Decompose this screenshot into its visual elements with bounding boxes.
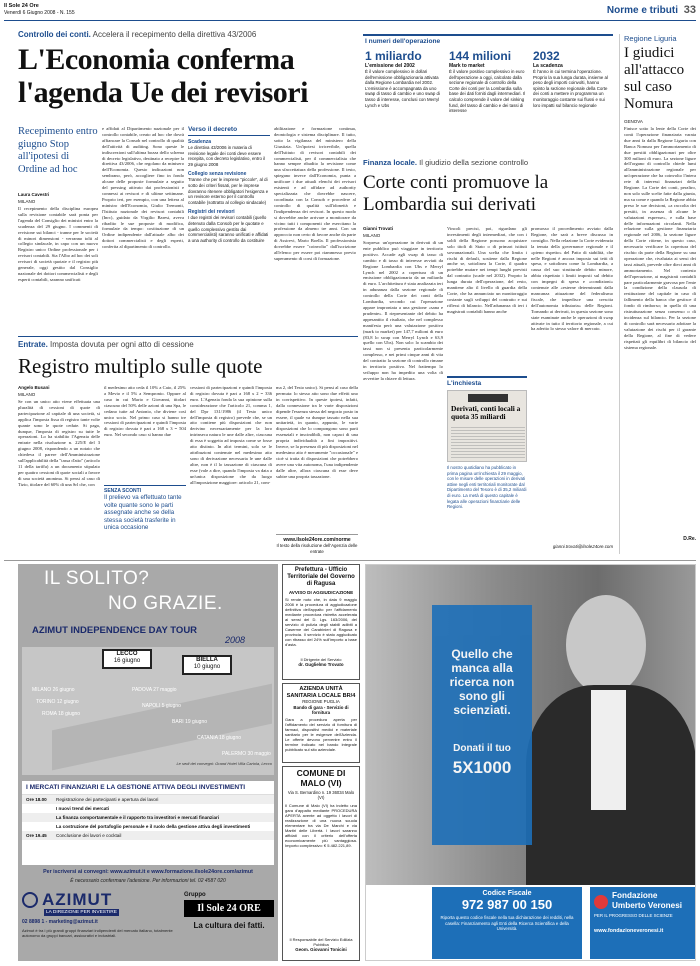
city-name: NAPOLI xyxy=(142,703,161,709)
number-item xyxy=(365,50,443,152)
azimut-grazie: NO GRAZIE. xyxy=(108,593,223,614)
main-byline: Laura Cavestri xyxy=(18,192,50,197)
city-sign-name: BIELLA xyxy=(196,657,218,663)
decree-item xyxy=(188,209,270,243)
entrate-link-box xyxy=(276,534,358,554)
prefettura-signer: dr. Guglielmo Trovato xyxy=(298,662,344,667)
finanza-title: Corte conti promuove la Lombardia sui derivati xyxy=(363,172,549,215)
agenda-time xyxy=(22,813,56,822)
azimut-tour-map xyxy=(22,647,274,775)
paper-name: Il Sole 24 Ore xyxy=(4,3,39,9)
agenda-text: La costruzione del portafoglio personale e il ruolo della gestione attiva degli investimenti xyxy=(56,824,251,829)
veronesi-cf: 972 987 00 150 xyxy=(461,897,553,912)
main-title: L'Economia conferma l'agenda Ue dei revisori xyxy=(18,43,308,109)
decree-item-head: Registri dei revisori xyxy=(188,209,235,216)
comune-signer: Geom. Giovanni Tonicini xyxy=(295,947,347,952)
city-name: CATANIA xyxy=(197,735,218,741)
veronesi-cf-label: Codice Fiscale xyxy=(482,890,532,897)
city-date: 18 giugno xyxy=(58,711,81,717)
decree-box xyxy=(188,126,270,332)
map-city-label xyxy=(222,751,271,757)
gruppo-label: Gruppo xyxy=(184,892,206,898)
inchiesta-box xyxy=(447,376,527,510)
azienda-subtitle: Bando di gara - Servizio di fornitura xyxy=(293,705,349,716)
entrate-col3-text: cessioni di partecipazioni e quindi l'imposta di registro dovuta è pari a 168 x 2 = 336 euro. L'Agenzia fonda la sua opinione sulla considerazione che l'articolo 21, comma 1, del Dpr 131/1986 (il Testo unico dell'imposta di registro) prevede che, se un atto contiene più disposizioni che non derivino necessariamente per la loro intrinseca natura le une dalle altre, ciascuna di essa è soggetta ad imposta come se fosse atto distinto. In altri termini, solo se le attribuzioni contenute nel medesimo atto sono di derivazione necessaria le une dalle altre, non è il lo tassazione di ciascuna di esse (vale a dire, quando l'imposta va data a un'unica disposizione che da luogo all'imposizione maggiore: articolo 21, com- xyxy=(190,385,272,485)
liguria-city: GENOVA xyxy=(624,119,643,124)
main-col1-text: Il recepimento della disciplina europea sulla revisione contabile sarà ponta per l'agenda del Consiglio dei ministri entro la scadenza del 29 giugno. I commenti di revisione sui bilanci - tranne per le società di minori dimensioni - verranno tolti al collegio sindacale, in capo con un nuovo Registro unico Ordine professionale per i revisori contabili. Sia l'Albo ad hoc dei soli revisori di società quotate e il registro più generale, oggi gestito dal Consiglio nazionale dei dottori commercialisti e degli esperti contabili, saranno unificati xyxy=(18,206,98,282)
prefettura-notice xyxy=(282,564,360,680)
agenda-text: Registrazione dei partecipanti e apertura dei lavori xyxy=(56,797,159,802)
prefettura-subtitle: AVVISO DI AGGIUDICAZIONE xyxy=(288,590,354,595)
number-label: L'emissione del 2002 xyxy=(365,63,415,69)
azimut-tour-title: AZIMUT INDEPENDENCE DAY TOUR xyxy=(32,625,198,636)
city-date: 30 maggio xyxy=(247,751,271,757)
inchiesta-clipping xyxy=(447,390,527,462)
veronesi-cf-note: Riporta questo codice fiscale nella tua dichiarazione dei redditi, nella casella: Finanziamento agli Enti della Ricerca Scientifica e della Università. xyxy=(440,915,574,932)
azimut-ad xyxy=(18,564,278,961)
decree-item xyxy=(188,171,270,205)
finanza-city: MILANO xyxy=(363,233,381,238)
number-label: La scadenza xyxy=(533,63,563,69)
number-text: È il valore complessivo in dollari dell'emissione obbligazionaria attivata dalla Regione Lombardia nel 2002. L'emissione è accompagnata da uno swap di tasso di cambio e uno swap di tasso di interesse, conclusi con Merryl Lynch e Ubs xyxy=(365,69,440,108)
comune-sign: Il Responsabile del Servizio Edilizia Pubblica xyxy=(289,937,353,947)
number-item xyxy=(449,50,527,152)
veronesi-amount: 5X1000 xyxy=(452,758,512,777)
liguria-kicker: Regione Liguria xyxy=(624,34,677,43)
veronesi-site[interactable]: www.fondazioneveronesi.it xyxy=(594,928,664,935)
page-number: 33 xyxy=(683,4,696,16)
entrate-col2-text: il medesimo atto ceda il 10% a Caio, il 25% a Mevio e il 5% a Sempronio. Oppure al caso in cui Mario e Giovanni, titolari ciascuno del 50% delle azioni di una Spa, le cedano tutte ad Antonio, che diviene così unico socio. Nel primo caso si hanno tre cessioni di partecipazioni e quindi l'imposta di registro dovuta è pari a 168 x 3 = 504 euro. Nel secondo caso si hanno due xyxy=(104,385,186,438)
city-name: BARI xyxy=(172,719,184,725)
azimut-solito: IL SOLITO? xyxy=(44,568,150,589)
masthead-rule xyxy=(4,20,696,21)
finanza-col1-text: Sorpresa: un'operazione in derivati di un ente pubblico può viaggiare in territorio positivo. Accade agli swap di tasso di cambio e di tasso di interesse avviati da Regione Lombardia con Ubs e Merryl Lynch nel 2002 a copertura di un emissione obbligazionaria da un miliardo di euro. L'architettura è stata analizzata ieri in adunanza dalla sezione regionale di controllo della Corte dei conti della Lombardia, secondo cui l'operazione appare improntata a una gestione «sana e prudente». Il riepresentante del debito ha appesantito il risultato, che nel complesso manifesta però una valutazione positiva (mark to market) per 147,7 milioni di euro (83,8 lo swap con Merryl Lynch e 63,9 quello con Ubs). Non solo: lo scambio dei tassi non si presenta particolarmente complesso, e nei primi cinque anni di vita del contratto la sezione di controllo rimane in territorio positivo. Nel frattempo lo sviluppo non ha impedito una volta di avvertire la chiave di lettura. xyxy=(363,240,443,381)
finanza-col3-text: promosso il procedimento avviato dalla Regione, che sarà a breve discusso in consiglio. Nella relazione la Corte evidenzia la tenuta della governance regionale e il «pieno rispetto» del Patto di stabilità, che nelle Regioni è ancora imposto sui tetti di spesa, e sottolinea come la Lombardia, a causa del suo strutturale debito minore, abbia rispettato i limiti imposti sul debito con impegni di spesa e «condizioni» contenute alle «esterne determinanti dalla mancanza attuazione del federalismo fiscale, che impedisce una crescita dell'autonomia tributaria» delle Regioni. Tornando ai derivati, in questa sezione sono state esaminate anche le operazioni di swap attivate in tutto il territorio regionale, a cui ha aderito lo stesso valore di mercato. xyxy=(531,226,613,332)
issue-date: Venerdì 6 Giugno 2008 - N. 155 xyxy=(4,10,75,16)
azimut-tour-year: 2008 xyxy=(225,635,246,645)
azimut-info-title: I MERCATI FINANZIARI E LA GESTIONE ATTIVA DEGLI INVESTIMENTI xyxy=(26,784,246,791)
map-city-label xyxy=(142,703,181,709)
prefettura-title: Prefettura - Ufficio Territoriale del Governo di Ragusa xyxy=(287,567,355,587)
azienda-city: REGIONE PUGLIA xyxy=(302,699,340,705)
map-city-label xyxy=(36,699,79,705)
number-label: Mark to market xyxy=(449,63,485,69)
portrait-shirt-icon xyxy=(591,690,626,810)
finanza-kicker-rest: Il giudizio della sezione controllo xyxy=(419,158,529,167)
agenda-text: I nuovi trend dei mercati xyxy=(56,806,110,811)
number-value: 2032 xyxy=(533,50,560,63)
azienda-text: Gara a procedura aperta per l'affidamento del servizio di fornitura di farmaci, dispositivi medici e materiale sanitario per le esigenze dell'Azienda. Le offerte devono pervenire entro il termine indicato nel bando integrale pubblicato sul sito aziendale. xyxy=(285,717,357,753)
number-text: È l'anno in cui termina l'operazione. Proprio la sua lunga durata, insieme al peso degli importi coinvolti, hanno spinto la sezione regionale della Corte dei conti a mettere in programma un monitoraggio costante sui flussi e sui loro impatti sul bilancio regionale xyxy=(533,69,608,108)
veronesi-logo-icon xyxy=(594,895,608,909)
agenda-row xyxy=(22,804,274,813)
city-sign-date: 10 giugno xyxy=(193,664,221,670)
entrate-city: MILANO xyxy=(18,392,36,397)
entrate-byline: Angelo Busani xyxy=(18,385,50,390)
entrate-kicker-rest: Imposta dovuta per ogni atto di cessione xyxy=(50,340,194,349)
finanza-col3 xyxy=(531,226,613,556)
section-name: Norme e tributi xyxy=(606,5,678,16)
agenda-time: Ore 19.45 xyxy=(26,833,47,838)
location-note: Le sedi dei convegni: Grand Hotel Villa Cariola, Lecco xyxy=(176,761,272,766)
azimut-disclaimer: Azimut è tra i più grandi gruppi finanziari indipendenti del mercato italiano, totalmente autonomo da gruppi bancari, assicurativi e industriali. xyxy=(22,928,173,938)
decree-item-text: Tranne che per le imprese "piccole", al di sotto dei criteri fissati, per le imprese dovranno ritenere obbligatori l'esigenza e un revisore esterno per il controllo contabile (sottratto al collegio sindacale) xyxy=(188,177,269,205)
azimut-logo-icon xyxy=(22,892,38,908)
azienda-notice xyxy=(282,683,360,763)
inchiesta-caption: Il nostro quotidiano ha pubblicato in prima pagina un'inchiesta il 29 maggio, con le misure delle operazioni in derivati attive negli enti territoriali monitorate dal Dipartimento del Tesoro è di 35,2 miliardi di euro. La metà di questo capitale è legata alle operazioni finanziarie delle Regioni. xyxy=(447,465,527,510)
entrate-col4 xyxy=(276,385,358,555)
clipping-lines xyxy=(451,427,525,460)
main-kicker xyxy=(18,30,348,42)
city-date: 26 giugno xyxy=(52,687,75,693)
map-city-label xyxy=(172,719,207,725)
azimut-logo: AZIMUT xyxy=(42,890,113,909)
prefettura-sign: Il Dirigente del Servizio xyxy=(300,657,342,662)
veronesi-message-box xyxy=(432,605,532,845)
entrate-col2 xyxy=(104,385,186,555)
agenda-row xyxy=(22,794,274,804)
number-value: 144 milioni xyxy=(449,50,512,63)
entrate-kicker xyxy=(18,340,358,352)
city-sign-name: LECCO xyxy=(116,651,138,657)
entrate-kicker-label: Entrate. xyxy=(18,340,48,349)
gruppo-logo: Il Sole 24 ORE xyxy=(184,900,274,917)
azimut-iscriversi: Per iscriversi ai convegni: www.azimut.it e www.formazione.ilsole24ore.com/azimut xyxy=(43,869,253,875)
city-date: 12 giugno xyxy=(56,699,79,705)
comune-text: Il Comune di Malo (VI) ha indetto una gara d'appalto mediante PROCEDURA APERTA avente ad oggetto i lavori di realizzazione di una nuova scuola elementare tra via De Marchi e via Martiri delle Libertà. I lavori saranno affidati con il criterio dell'offerta economicamente più vantaggiosa. Importo complessivo: € 5.482.221,89. xyxy=(285,803,357,848)
ads-rule xyxy=(4,560,696,561)
azimut-logo-sub: LA DIREZIONE PER INVESTIRE xyxy=(46,910,117,915)
veronesi-logo: Fondazione Umberto Veronesi xyxy=(612,891,683,910)
main-kicker-label: Controllo dei conti. xyxy=(18,30,91,39)
main-city: MILANO xyxy=(18,199,36,204)
agenda-row xyxy=(22,813,274,822)
number-value: 1 miliardo xyxy=(365,50,422,63)
comune-notice xyxy=(282,766,360,961)
gruppo-box xyxy=(184,892,274,958)
liguria-text: Finisce sotto la lente della Corte dei conti l'operazione finanziaria varata due anni fa dalla Regione Liguria con Banca Nomura per l'ammortamento di due prestiti obbligazionari per oltre 300 milioni di euro. La sezione ligure dell'organo di controllo chiede lumi all'amministrazione regionale per un'operazione che ha coinvolto l'intera rete di interessi finanziari della Regione. La Corte dei conti, peraltro, non solo sulle scelte fatte dalla giunta, ma su come e quando la Regione abbia preso le sue decisioni, «a raccolta dei prestiti, in assenza di alcune le valutazioni espresse», e sulla base delle informazioni circolanti. Nella relazione sulla gestione finanziaria regionale nel 2006, la sezione ligure della Corte ritiene, in questo caso, necessario verificare la copertura del rischio da parte della Regione su una operazione che, rivalutata ai sensi dei tassi attuali, prevede oltre dieci anni di ammortamento. Nel contesto dell'operazione, ai magistrati contabili pare particolarmente gravosa per l'ente la condizione della clausola di restituzione del capitale in caso di fallimento della banca che gestisce il fondo di rimborso; in quella di una ristrutturazione senza consenso o di incidenza sul bilancio. Per la sezione di controllo sarà necessario adottare la valutazione dei rischi per il garante della Regione, al fine di vedere rispettati gli equilibri di bilancio del sistema regionale. xyxy=(624,126,696,350)
clipping-logo-icon xyxy=(468,394,508,402)
decree-item-text: Le direttiva 43/2006 in materia di revisione legale dei conti deve essere recepita, con decreto legislativo, entro il 29 giugno 2008 xyxy=(188,145,266,167)
number-item xyxy=(533,50,611,152)
finanza-kicker-label: Finanza locale. xyxy=(363,158,418,167)
entrate-col1-text: Se con un unico atto viene effettuata una pluralità di cessioni di quote di partecipazione al capitale di una società, si applica l'imposta fissa di registro tante volte quante sono le quote cedute. Si paga, dunque, l'imposta di registro su tutte le operazioni. Lo ha stabilito l'Agenzia delle entrate nella risoluzione n. 225/E del 3 giugno 2008, rispondendo a un notaio che chiedeva il parere dell'Amministrazione sull'applicabilità della "tassa d'atto" (articolo 11 della tariffa) a un documento stipulato per quattro cessioni di quote sociali a favore di una società anonima. Si pensi al caso di Tizio, titolare del 60% di una Srl che, con xyxy=(18,399,100,487)
azimut-info-box xyxy=(22,781,274,865)
agenda-time: Ore 18.00 xyxy=(26,797,47,802)
main-col4-text: abilitazione e formazione continua, deontologia e sistema disciplinare. Il tutto, sotto la vigilanza del ministero della Giustizia. Un'ipotesi irricevibile, quella dell'Istituto di revisori contabili dei commercialisti, per il commercialista che hanno sempre ribadito la revisione come una sfaccettatura della professione. Il testo, spiegano invece dall'Economia, punta a unificare i due attuali elenchi dei revisori esistenti e ad affidare ad authority specializzata che dovrebbe nascere, coordinata con la Consob e procedere al controllo di qualità sull'idoneità e l'indipendenza dei revisori. In questo modo si dovrebbe anche arrivare a monitorare da vicino tutti i componenti che esercitano la professione da almeno tre anni. Con un approccio non certo di favore anche da parte di Assirevi, Mario Boella. Il professionista dovrebbe essere "coinvolto" dall'iscrizione all'elenco per essere poi riammesso previo superamento di corsi di formazione. xyxy=(274,126,356,261)
veronesi-quote: Quello che manca alla ricerca non sono gli scienziati. xyxy=(449,647,515,717)
city-name: MILANO xyxy=(32,687,52,693)
city-name: PALERMO xyxy=(222,751,247,757)
entrate-title: Registro multiplo sulle quote xyxy=(18,354,263,378)
finanza-col2 xyxy=(447,226,527,556)
senza-sconti-text: Il prelievo va effettuato tante volte quante sono le parti assegnate anche se della stessa società trasferite in unica occasione xyxy=(104,494,182,532)
senza-sconti-head: SENZA SCONTI xyxy=(104,488,142,494)
veronesi-ad xyxy=(365,564,696,961)
finanza-col1 xyxy=(363,226,443,556)
city-sign xyxy=(102,649,152,669)
finanza-col2-text: Vincoli precisi, poi, rigurdano gli investimenti degli intermediari, che con i soldi della Regione possono acquistare solo titoli di Stato o di primari istituti sovranazionali. Una scelta che limita i rischi di default, sostiene dalla Regione anche se, sottolinea la Corte, il quadro potrebbe mutare nei tempi lunghi previsti dal contratto (scade nel 2032). Proprio la lunga durata dell'operazione, del resto, mantiene alto il livello di guardia della Corte, che ha annunciato un monitoraggio costante sugli sviluppi del contratto e sui riflessi di bilancio. Nell'adunanza di ieri i magistrati contabili hanno anche xyxy=(447,226,527,314)
finanza-byline: Gianni Trovati xyxy=(363,226,394,231)
city-name: PADOVA xyxy=(132,687,152,693)
map-city-label xyxy=(32,687,75,693)
decree-item-head: Scadenza xyxy=(188,139,212,145)
numbers-title: I numeri dell'operazione xyxy=(365,38,441,45)
liguria-title: I giudici all'attacco sul caso Nomura xyxy=(624,45,685,112)
city-date: 18 giugno xyxy=(219,735,242,741)
agenda-row xyxy=(22,822,274,831)
decree-item xyxy=(188,139,270,167)
main-col1 xyxy=(18,192,98,332)
map-city-label xyxy=(197,735,241,741)
inchiesta-title: L'inchiesta xyxy=(447,380,482,387)
clipping-headline: Derivati, conti locali a quota 35 miliardi xyxy=(451,404,521,422)
entrate-link[interactable]: www.ilsole24ore.com/norme xyxy=(283,537,351,543)
city-date: 27 maggio xyxy=(153,687,177,693)
entrate-rule xyxy=(18,336,358,337)
main-kicker-rest: Accelera il recepimento della direttiva 43/2006 xyxy=(92,30,257,39)
comune-title: COMUNE DI MALO (VI) xyxy=(296,768,346,788)
agenda-text: Conclusione dei lavori e cocktail xyxy=(56,833,122,838)
finanza-email[interactable]: gianni.trovati@ilsole24ore.com xyxy=(552,544,613,549)
agenda-time xyxy=(22,804,56,813)
portrait-head-icon xyxy=(566,595,646,695)
city-date: 19 giugno xyxy=(185,719,208,725)
agenda-text: La finanza comportamentale e il rapporto tra investitori e mercati finanziari xyxy=(56,815,220,820)
decree-title: Verso il decreto xyxy=(188,126,270,136)
city-sign xyxy=(182,655,232,675)
veronesi-logo-sub: PER IL PROGRESSO DELLE SCIENZE xyxy=(594,913,673,919)
finanza-kicker xyxy=(363,158,613,170)
comune-address: Via S. Bernardino n. 19 36034 Malo (VI) xyxy=(287,790,355,800)
gruppo-tagline: La cultura dei fatti. xyxy=(193,921,265,930)
city-name: TORINO xyxy=(36,699,56,705)
agenda-row xyxy=(22,831,274,840)
map-road-stripe xyxy=(52,684,272,771)
liguria-sign: D.Re. xyxy=(683,536,696,542)
numbers-box xyxy=(363,34,613,152)
main-deck: Recepimento entro giugno Stop all'ipotesi di Ordine ad hoc xyxy=(18,126,98,175)
main-col2-text: e affidati al Dipartimento nazionale per il controllo contabile, creato ad hoc che dovrà affiancare la Consob nel controllo di qualità dell'attività di auditing. Sono queste le indiscrezioni sull'ultima bozza dello schema di decreto legislativo, destinato a recepire la direttiva 43/2006, che regolano da minisero dell'Economia. Questo indicazioni non sembrano, però, accogliere fino in fondo alcune delle proposte formulate a seguito del pressing attivato dai professionisti e connessi ai revisori e di ultime settimane. Proprio ieri, per esempio, con una lettera al ministro dell'Economia, Giulio Tremonti, l'Istituto nazionale dei revisori contabili (Inrc), guidato da Virgilio Baresi, aveva ribadito le sue proposte di modifica, formulate da tempo: costituzione di un Ordine indipendente dall'attuale albo dei dottori commercialisti e degli esperti, conferita al dipartimento di controllo. xyxy=(102,126,184,250)
veronesi-logo-box xyxy=(590,887,695,959)
azimut-contact: 02 8898 1 - marketing@azimut.it xyxy=(22,919,98,925)
decree-item-text: I due registri dei revisori contabili (quello detenuto dalla Consob per le quotate e quello complessivo gestito dai commercialisti) saranno unificati e affidati a una authority di controllo da costituire xyxy=(188,215,269,243)
map-city-label xyxy=(42,711,80,717)
agenda-time xyxy=(22,822,56,831)
city-name: ROMA xyxy=(42,711,57,717)
entrate-col1 xyxy=(18,385,100,555)
prefettura-text: Si rende noto che, in data 9 maggio 2008 è la procedura di aggiudicazione definitiva dell'appalto per l'affidamento mediante procedura ristretta accelerata ai sensi del D. Lgs. 163/2006, del servizio di pulizia degli stabili adibiti a Caserme dei Carabinieri di Ragusa e provincia. Il servizio è stato aggiudicato con ribasso del 24% sull'importo a base d'asta. xyxy=(285,597,357,647)
entrate-link-sub: Il testo della risoluzione dell'Agenzia delle entrate xyxy=(276,543,358,554)
liguria-column xyxy=(619,34,696,554)
city-sign-date: 16 giugno xyxy=(113,658,141,664)
veronesi-cf-box xyxy=(432,887,582,959)
decree-item-head: Collegio senza revisione xyxy=(188,171,247,178)
map-city-label xyxy=(132,687,177,693)
azimut-iscriversi-note: È necessario confermare l'adesione. Per informazioni tel. 02 4587 020 xyxy=(70,878,226,884)
entrate-col4-text: ma 2, del Testo unico). Si pensi al caso della permuta: lo stesso atto sono due effetti uno in corrispettivo. In queste ipotesi, infatti, dalla connessione tra le varie disposizioni dipende l'essenza stessa del negozio posto in essere, il quale va dunque tassato nella sua unitarietà, in quanto, appunto, le varie disposizioni che lo compongono sono parti essenziali e inscindibili, non capaci di una propria individualità a fini impositivi. Invece, se la presenza di più disposizioni nel medesimo atto è meramente "occasionale" e cioè si tratta di disposizioni che potrebbero avere una vita autonoma, l'una indipendente dalle altre, allora ciascuna di esse deve subire una propria tassazione. xyxy=(276,385,358,479)
azimut-logo-box xyxy=(22,890,178,958)
veronesi-donate: Donati il tuo xyxy=(453,743,511,754)
city-date: 5 giugno xyxy=(161,703,181,709)
number-text: È il valore positivo complessivo in euro dell'operazione a oggi, calcolato dalla sezione regionale di controllo della Corte dei conti per la Lombardia sulla base dei dati forniti dagli intermediari. Il calcolo comprende il valore del sinking fund, del tasso di cambio e dei tassi di interesse xyxy=(449,69,526,114)
azienda-title: AZIENDA UNITÀ SANITARIA LOCALE BR/4 xyxy=(286,686,356,699)
